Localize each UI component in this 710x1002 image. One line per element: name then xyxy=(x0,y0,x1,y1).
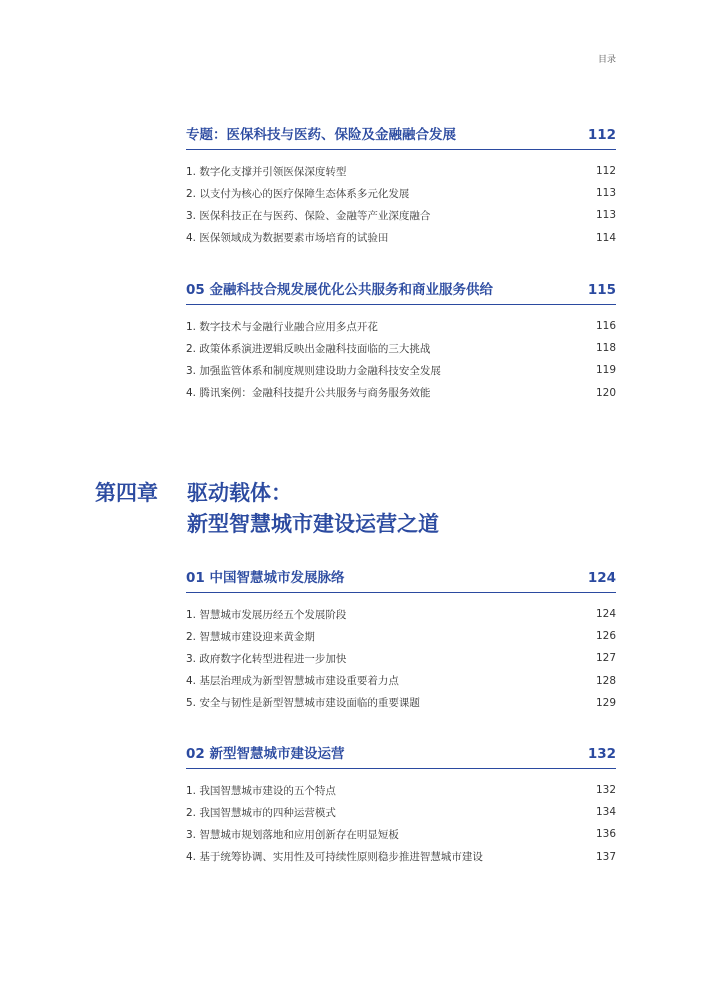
toc-item-text: 3. 医保科技正在与医药、保险、金融等产业深度融合 xyxy=(186,209,431,222)
section-heading[interactable] xyxy=(186,278,616,305)
section-page: 132 xyxy=(587,746,616,762)
toc-item-text: 4. 基于统筹协调、实用性及可持续性原则稳步推进智慧城市建设 xyxy=(186,851,483,864)
section-title: 02 新型智慧城市建设运营 xyxy=(186,746,345,762)
toc-item-text: 2. 智慧城市建设迎来黄金期 xyxy=(186,630,315,643)
chapter-number: 第四章 xyxy=(95,481,158,505)
section-page: 124 xyxy=(587,570,616,586)
toc-item[interactable] xyxy=(186,846,616,868)
section-heading[interactable] xyxy=(186,742,616,769)
toc-item[interactable] xyxy=(186,823,616,845)
toc-item-page: 124 xyxy=(595,608,616,621)
toc-item-text: 3. 加强监管体系和制度规则建设助力金融科技安全发展 xyxy=(186,364,441,377)
toc-item[interactable] xyxy=(186,204,616,226)
section-title: 专题：医保科技与医药、保险及金融融合发展 xyxy=(186,127,456,143)
section-title: 05 金融科技合规发展优化公共服务和商业服务供给 xyxy=(186,282,493,298)
toc-item[interactable] xyxy=(186,692,616,714)
section-page: 115 xyxy=(587,282,616,298)
toc-item-page: 114 xyxy=(595,231,616,244)
chapter-title-line1: 驱动载体： xyxy=(187,481,292,505)
toc-item-text: 4. 基层治理成为新型智慧城市建设重要着力点 xyxy=(186,675,399,688)
corner-label: 目录 xyxy=(597,55,616,65)
toc-item-page: 134 xyxy=(595,806,616,819)
toc-section-01 xyxy=(186,566,616,714)
toc-item-page: 118 xyxy=(595,342,616,355)
toc-item-text: 5. 安全与韧性是新型智慧城市建设面临的重要课题 xyxy=(186,697,420,710)
toc-item-text: 2. 我国智慧城市的四种运营模式 xyxy=(186,806,336,819)
toc-item-text: 3. 智慧城市规划落地和应用创新存在明显短板 xyxy=(186,828,399,841)
toc-item-page: 119 xyxy=(595,364,616,377)
toc-item-text: 1. 数字技术与金融行业融合应用多点开花 xyxy=(186,320,378,333)
toc-item[interactable] xyxy=(186,182,616,204)
toc-item-page: 113 xyxy=(595,187,616,200)
section-title: 01 中国智慧城市发展脉络 xyxy=(186,570,345,586)
toc-item[interactable] xyxy=(186,382,616,404)
toc-item-text: 2. 政策体系演进逻辑反映出金融科技面临的三大挑战 xyxy=(186,342,431,355)
toc-item-page: 120 xyxy=(595,386,616,399)
toc-item[interactable] xyxy=(186,160,616,182)
toc-item-page: 129 xyxy=(595,696,616,709)
toc-item-text: 1. 我国智慧城市建设的五个特点 xyxy=(186,784,336,797)
toc-item[interactable] xyxy=(186,625,616,647)
toc-item-page: 127 xyxy=(595,652,616,665)
chapter-title-line2: 新型智慧城市建设运营之道 xyxy=(187,512,439,536)
chapter-title xyxy=(187,478,527,540)
toc-item[interactable] xyxy=(186,801,616,823)
toc-item-text: 1. 智慧城市发展历经五个发展阶段 xyxy=(186,608,347,621)
toc-item-page: 137 xyxy=(595,850,616,863)
toc-item[interactable] xyxy=(186,779,616,801)
section-heading[interactable] xyxy=(186,566,616,593)
toc-item-text: 3. 政府数字化转型进程进一步加快 xyxy=(186,652,347,665)
toc-item-page: 116 xyxy=(595,320,616,333)
toc-item-text: 1. 数字化支撑并引领医保深度转型 xyxy=(186,165,347,178)
toc-item-page: 128 xyxy=(595,674,616,687)
section-page: 112 xyxy=(587,127,616,143)
toc-section-02 xyxy=(186,742,616,868)
section-heading[interactable] xyxy=(186,123,616,150)
toc-item-text: 4. 医保领域成为数据要素市场培育的试验田 xyxy=(186,232,389,245)
toc-item[interactable] xyxy=(186,337,616,359)
toc-item-text: 4. 腾讯案例：金融科技提升公共服务与商务服务效能 xyxy=(186,387,431,400)
toc-item[interactable] xyxy=(186,227,616,249)
toc-item-text: 2. 以支付为核心的医疗保障生态体系多元化发展 xyxy=(186,187,410,200)
toc-section-special-topic xyxy=(186,123,616,249)
toc-item-page: 126 xyxy=(595,630,616,643)
toc-item[interactable] xyxy=(186,315,616,337)
toc-item-page: 113 xyxy=(595,209,616,222)
toc-item-page: 132 xyxy=(595,784,616,797)
toc-item[interactable] xyxy=(186,603,616,625)
toc-section-05 xyxy=(186,278,616,404)
toc-item[interactable] xyxy=(186,359,616,381)
toc-item-page: 112 xyxy=(595,165,616,178)
toc-item[interactable] xyxy=(186,670,616,692)
toc-item-page: 136 xyxy=(595,828,616,841)
toc-item[interactable] xyxy=(186,647,616,669)
